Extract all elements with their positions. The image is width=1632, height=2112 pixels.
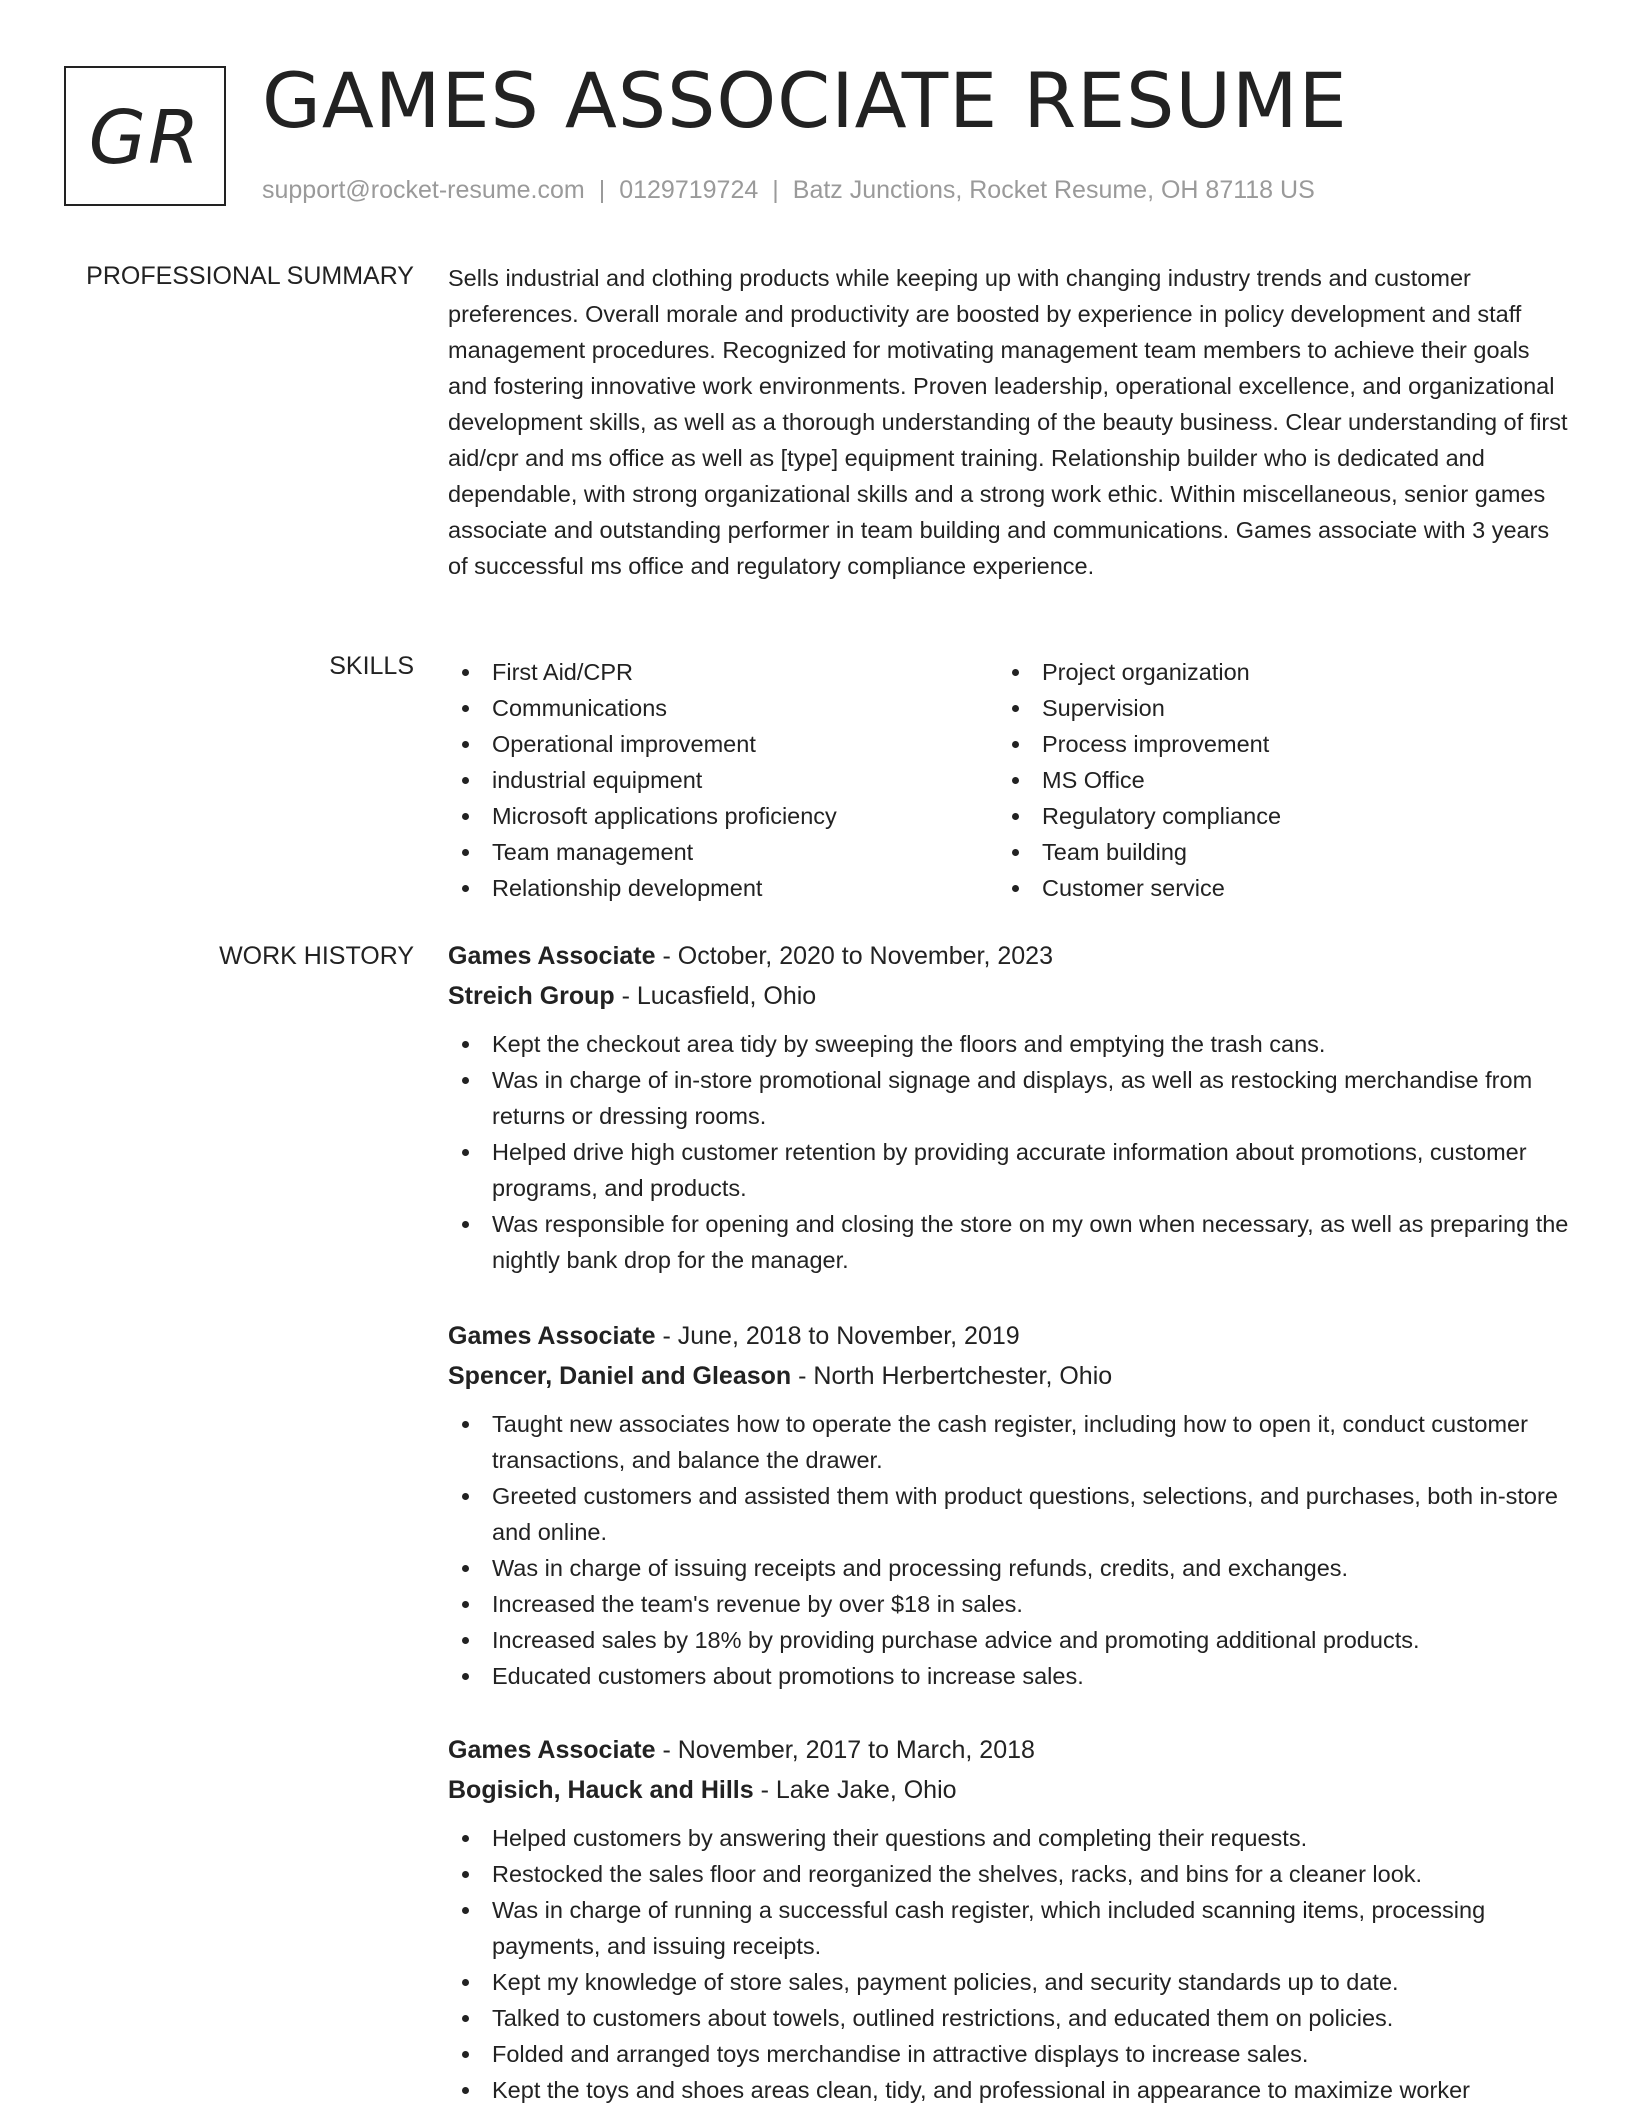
contact-address: Batz Junctions, Rocket Resume, OH 87118 US xyxy=(792,176,1315,204)
skill-item: Communications xyxy=(448,690,998,726)
job-company-line xyxy=(448,1770,1570,1810)
contact-line xyxy=(262,174,1315,206)
job-location: - Lucasfield, Ohio xyxy=(614,982,817,1010)
job-company-line xyxy=(448,1356,1570,1396)
job-dates: - November, 2017 to March, 2018 xyxy=(655,1736,1035,1764)
skill-item: Project organization xyxy=(998,654,1548,690)
job-entry xyxy=(448,1730,1570,2108)
job-bullet: Taught new associates how to operate the cash register, including how to open it, conduct customer transactions, and balance the drawer. xyxy=(448,1406,1570,1478)
job-title: Games Associate xyxy=(448,1322,656,1350)
job-bullet: Was in charge of running a successful cash register, which included scanning items, processing payments, and issuing receipts. xyxy=(448,1892,1570,1964)
job-bullets xyxy=(448,1820,1570,2108)
job-bullet: Increased the team's revenue by over $18 in sales. xyxy=(448,1586,1570,1622)
job-location: - Lake Jake, Ohio xyxy=(753,1776,957,1804)
skill-item: MS Office xyxy=(998,762,1548,798)
section-label-summary: PROFESSIONAL SUMMARY xyxy=(86,262,414,290)
job-bullet: Increased sales by 18% by providing purchase advice and promoting additional products. xyxy=(448,1622,1570,1658)
skills-column-right xyxy=(998,654,1548,906)
skills-grid xyxy=(448,654,1570,906)
job-bullet: Helped customers by answering their questions and completing their requests. xyxy=(448,1820,1570,1856)
job-bullet: Was responsible for opening and closing the store on my own when necessary, as well as preparing the nightly bank drop for the manager. xyxy=(448,1206,1570,1278)
contact-phone[interactable]: 0129719724 xyxy=(619,176,759,204)
skill-item: Team management xyxy=(448,834,998,870)
job-title: Games Associate xyxy=(448,1736,656,1764)
section-label-skills: SKILLS xyxy=(329,652,414,680)
job-bullet: Talked to customers about towels, outlined restrictions, and educated them on policies. xyxy=(448,2000,1570,2036)
job-bullet: Restocked the sales floor and reorganized the shelves, racks, and bins for a cleaner look. xyxy=(448,1856,1570,1892)
skill-item: Microsoft applications proficiency xyxy=(448,798,998,834)
job-bullet: Greeted customers and assisted them with product questions, selections, and purchases, both in-store and online. xyxy=(448,1478,1570,1550)
monogram-box xyxy=(64,66,226,206)
job-title: Games Associate xyxy=(448,942,656,970)
resume-title: GAMES ASSOCIATE RESUME xyxy=(262,56,1348,145)
skill-item: Process improvement xyxy=(998,726,1548,762)
skill-item: Customer service xyxy=(998,870,1548,906)
job-company: Bogisich, Hauck and Hills xyxy=(448,1776,754,1804)
job-entry xyxy=(448,936,1570,1278)
contact-email[interactable]: support@rocket-resume.com xyxy=(262,176,585,204)
job-bullet: Kept my knowledge of store sales, payment policies, and security standards up to date. xyxy=(448,1964,1570,2000)
job-bullets xyxy=(448,1406,1570,1694)
skill-item: Team building xyxy=(998,834,1548,870)
job-bullet: Was in charge of in-store promotional signage and displays, as well as restocking merchandise from returns or dressing rooms. xyxy=(448,1062,1570,1134)
job-dates: - October, 2020 to November, 2023 xyxy=(655,942,1053,970)
skill-item: industrial equipment xyxy=(448,762,998,798)
skills-column-left xyxy=(448,654,998,906)
job-bullet: Helped drive high customer retention by providing accurate information about promotions, customer programs, and products. xyxy=(448,1134,1570,1206)
job-bullet: Folded and arranged toys merchandise in attractive displays to increase sales. xyxy=(448,2036,1570,2072)
job-bullets xyxy=(448,1026,1570,1278)
job-bullet: Educated customers about promotions to increase sales. xyxy=(448,1658,1570,1694)
skill-item: Regulatory compliance xyxy=(998,798,1548,834)
job-bullet: Was in charge of issuing receipts and processing refunds, credits, and exchanges. xyxy=(448,1550,1570,1586)
job-location: - North Herbertchester, Ohio xyxy=(791,1362,1113,1390)
job-company: Spencer, Daniel and Gleason xyxy=(448,1362,792,1390)
job-entry xyxy=(448,1316,1570,1694)
job-company: Streich Group xyxy=(448,982,615,1010)
job-title-line xyxy=(448,936,1570,976)
monogram-initials: GR xyxy=(88,95,202,181)
job-title-line xyxy=(448,1730,1570,1770)
skill-item: Supervision xyxy=(998,690,1548,726)
job-bullet: Kept the checkout area tidy by sweeping the floors and emptying the trash cans. xyxy=(448,1026,1570,1062)
contact-separator: | xyxy=(598,176,606,204)
summary-text: Sells industrial and clothing products while keeping up with changing industry trends and customer preferences. Overall morale and productivity are boosted by experience in policy development and staff management procedures. Recognized for motivating management team members to achieve their goals and fostering innovative work environments. Proven leadership, operational excellence, and organizational development skills, as well as a thorough understanding of the beauty business. Clear understanding of first aid/cpr and ms office as well as [type] equipment training. Relationship builder who is dedicated and dependable, with strong organizational skills and a strong work ethic. Within miscellaneous, senior games associate and outstanding performer in team building and communications. Games associate with 3 years of successful ms office and regulatory compliance experience. xyxy=(448,265,1568,579)
contact-separator: | xyxy=(772,176,779,204)
skill-item: Relationship development xyxy=(448,870,998,906)
job-title-line xyxy=(448,1316,1570,1356)
section-label-work-history: WORK HISTORY xyxy=(219,942,414,970)
skill-item: First Aid/CPR xyxy=(448,654,998,690)
job-bullet: Kept the toys and shoes areas clean, tidy, and professional in appearance to maximize worker xyxy=(448,2072,1570,2108)
job-company-line xyxy=(448,976,1570,1016)
skill-item: Operational improvement xyxy=(448,726,998,762)
job-dates: - June, 2018 to November, 2019 xyxy=(655,1322,1020,1350)
